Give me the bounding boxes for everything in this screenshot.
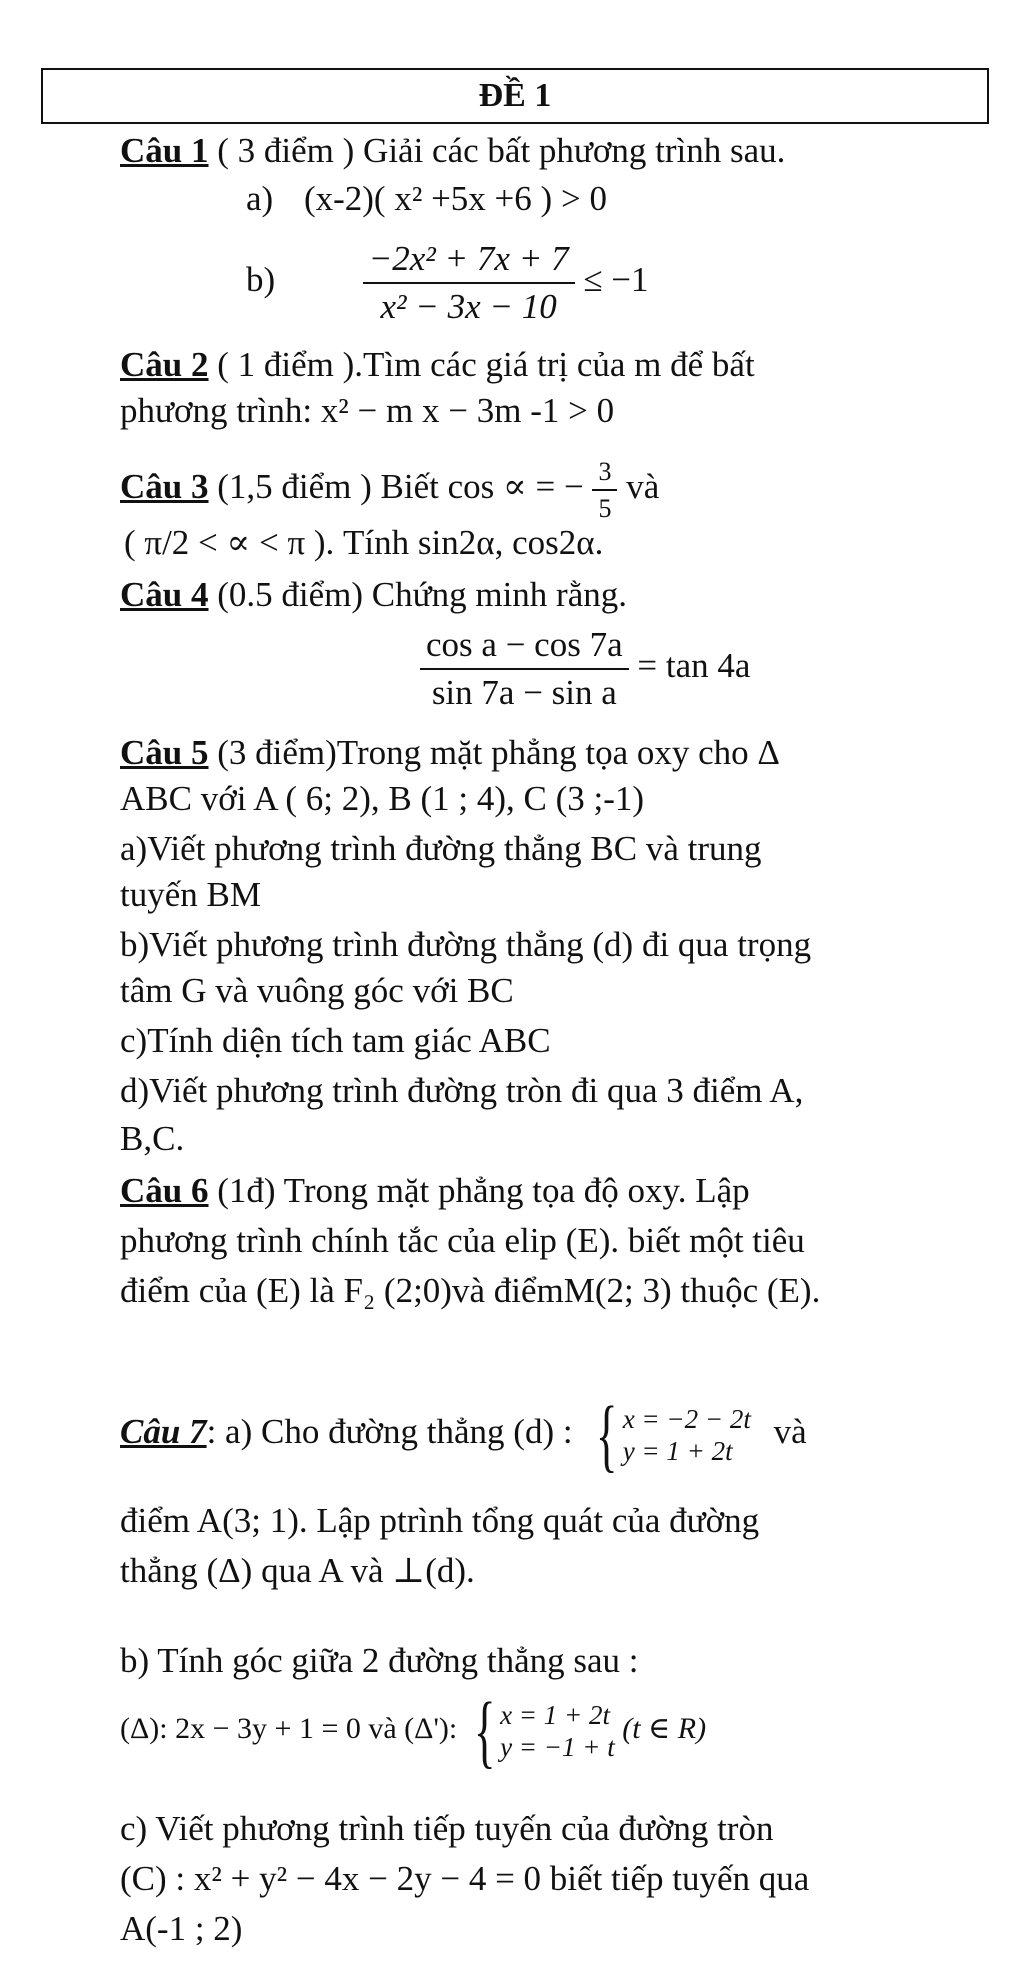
q4-fraction (420, 624, 629, 714)
q6-line1 (120, 1170, 750, 1212)
q4-rhs: = tan 4a (637, 646, 751, 686)
q1-label: Câu 1 (120, 131, 209, 170)
q5-d1: d)Viết phương trình đường tròn đi qua 3 điểm A, (120, 1071, 804, 1110)
q7-b-system (465, 1685, 615, 1776)
q3-fraction (592, 456, 617, 524)
q7-d-system (587, 1389, 751, 1480)
q4-label: Câu 4 (120, 575, 209, 614)
q1-a (246, 178, 607, 220)
q7-b-row1: x = 1 + 2t (500, 1699, 610, 1730)
q6-line1-text: (1đ) Trong mặt phẳng tọa độ oxy. Lập (208, 1171, 750, 1210)
q7-a-line2: điểm A(3; 1). Lập ptrình tổng quát của đường (120, 1501, 760, 1540)
q1-a-label: a) (246, 179, 274, 218)
q7-c-line1: c) Viết phương trình tiếp tuyến của đường tròn (120, 1809, 774, 1848)
q7-b-row2: y = −1 + t (500, 1732, 615, 1762)
q5-line1-text: (3 điểm)Trong mặt phẳng tọa oxy cho Δ (208, 733, 780, 772)
q1-b (246, 238, 649, 328)
q4-denominator: sin 7a − sin a (431, 673, 617, 712)
q3-label: Câu 3 (120, 467, 209, 507)
q7-d-row1: x = −2 − 2t (622, 1403, 751, 1434)
q5-a2: tuyến BM (120, 875, 261, 914)
q7-b-line2 (120, 1685, 707, 1776)
q2-line2: phương trình: x² − m x − 3m -1 > 0 (120, 391, 615, 430)
q7-b-line1: b) Tính góc giữa 2 đường thẳng sau : (120, 1641, 639, 1680)
q7-d-rows (623, 1403, 751, 1468)
q1-b-numerator: −2x² + 7x + 7 (363, 238, 575, 284)
q6-line3: điểm của (E) là F₂ (2;0)và điểmM(2; 3) thuộc (E). (120, 1271, 821, 1310)
q3-line1 (120, 456, 659, 524)
q7-b-rows (500, 1699, 615, 1764)
q5-b2: tâm G và vuông góc với BC (120, 971, 514, 1010)
q3-frac-num: 3 (592, 456, 617, 491)
q4-heading-text: (0.5 điểm) Chứng minh rằng. (208, 575, 627, 614)
q7-b-brace: { (473, 1685, 496, 1776)
q7-d-brace: { (596, 1389, 618, 1480)
q1-b-label: b) (246, 260, 276, 300)
q7-a-line1 (120, 1389, 807, 1480)
q7-label: Câu 7 (120, 1412, 207, 1452)
exam-title: ĐỀ 1 (41, 68, 989, 124)
q3-line2: ( π/2 < ∝ < π ). Tính sin2α, cos2α. (124, 523, 604, 562)
q3-line1-end: và (617, 467, 660, 507)
q2-line1-text: ( 1 điểm ).Tìm các giá trị của m để bất (208, 345, 755, 384)
q1-b-fraction (363, 238, 575, 328)
q7-a-intro: : a) Cho đường thẳng (d) : (206, 1412, 573, 1452)
q5-line2: ABC với A ( 6; 2), B (1 ; 4), C (3 ;-1) (120, 779, 645, 818)
q1-b-denominator: x² − 3x − 10 (380, 287, 557, 326)
q7-b-delta: (Δ): 2x − 3y + 1 = 0 và (Δ'): (120, 1711, 458, 1745)
q5-line1 (120, 732, 780, 774)
q4-heading (120, 574, 627, 616)
q7-c-line3: A(-1 ; 2) (120, 1909, 243, 1948)
q2-line1 (120, 344, 755, 386)
q5-b1: b)Viết phương trình đường thẳng (d) đi qua trọng (120, 925, 812, 964)
q1-heading (120, 130, 785, 172)
q3-frac-den: 5 (598, 494, 612, 524)
q1-b-rhs: ≤ −1 (583, 260, 649, 300)
q5-d2: B,C. (120, 1119, 185, 1158)
q6-line2: phương trình chính tắc của elip (E). biết một tiêu (120, 1221, 805, 1260)
q7-c-line2: (C) : x² + y² − 4x − 2y − 4 = 0 biết tiếp tuyến qua (120, 1859, 810, 1898)
q6-label: Câu 6 (120, 1171, 209, 1210)
q1-heading-text: ( 3 điểm ) Giải các bất phương trình sau. (208, 131, 786, 170)
q7-a-line3: thẳng (Δ) qua A và ⊥(d). (120, 1551, 475, 1590)
q1-a-expression: (x-2)( x² +5x +6 ) > 0 (303, 179, 607, 218)
q5-c: c)Tính diện tích tam giác ABC (120, 1021, 551, 1060)
q7-a-and: và (773, 1412, 807, 1452)
q7-d-row2: y = 1 + 2t (622, 1436, 733, 1466)
q3-line1-text: (1,5 điểm ) Biết cos ∝ = − (208, 467, 584, 507)
q5-a1: a)Viết phương trình đường thẳng BC và trung (120, 829, 762, 868)
q4-identity (420, 624, 750, 714)
q4-numerator: cos a − cos 7a (420, 624, 629, 670)
q7-b-condition: (t ∈ R) (622, 1711, 707, 1745)
q2-label: Câu 2 (120, 345, 209, 384)
q5-label: Câu 5 (120, 733, 209, 772)
